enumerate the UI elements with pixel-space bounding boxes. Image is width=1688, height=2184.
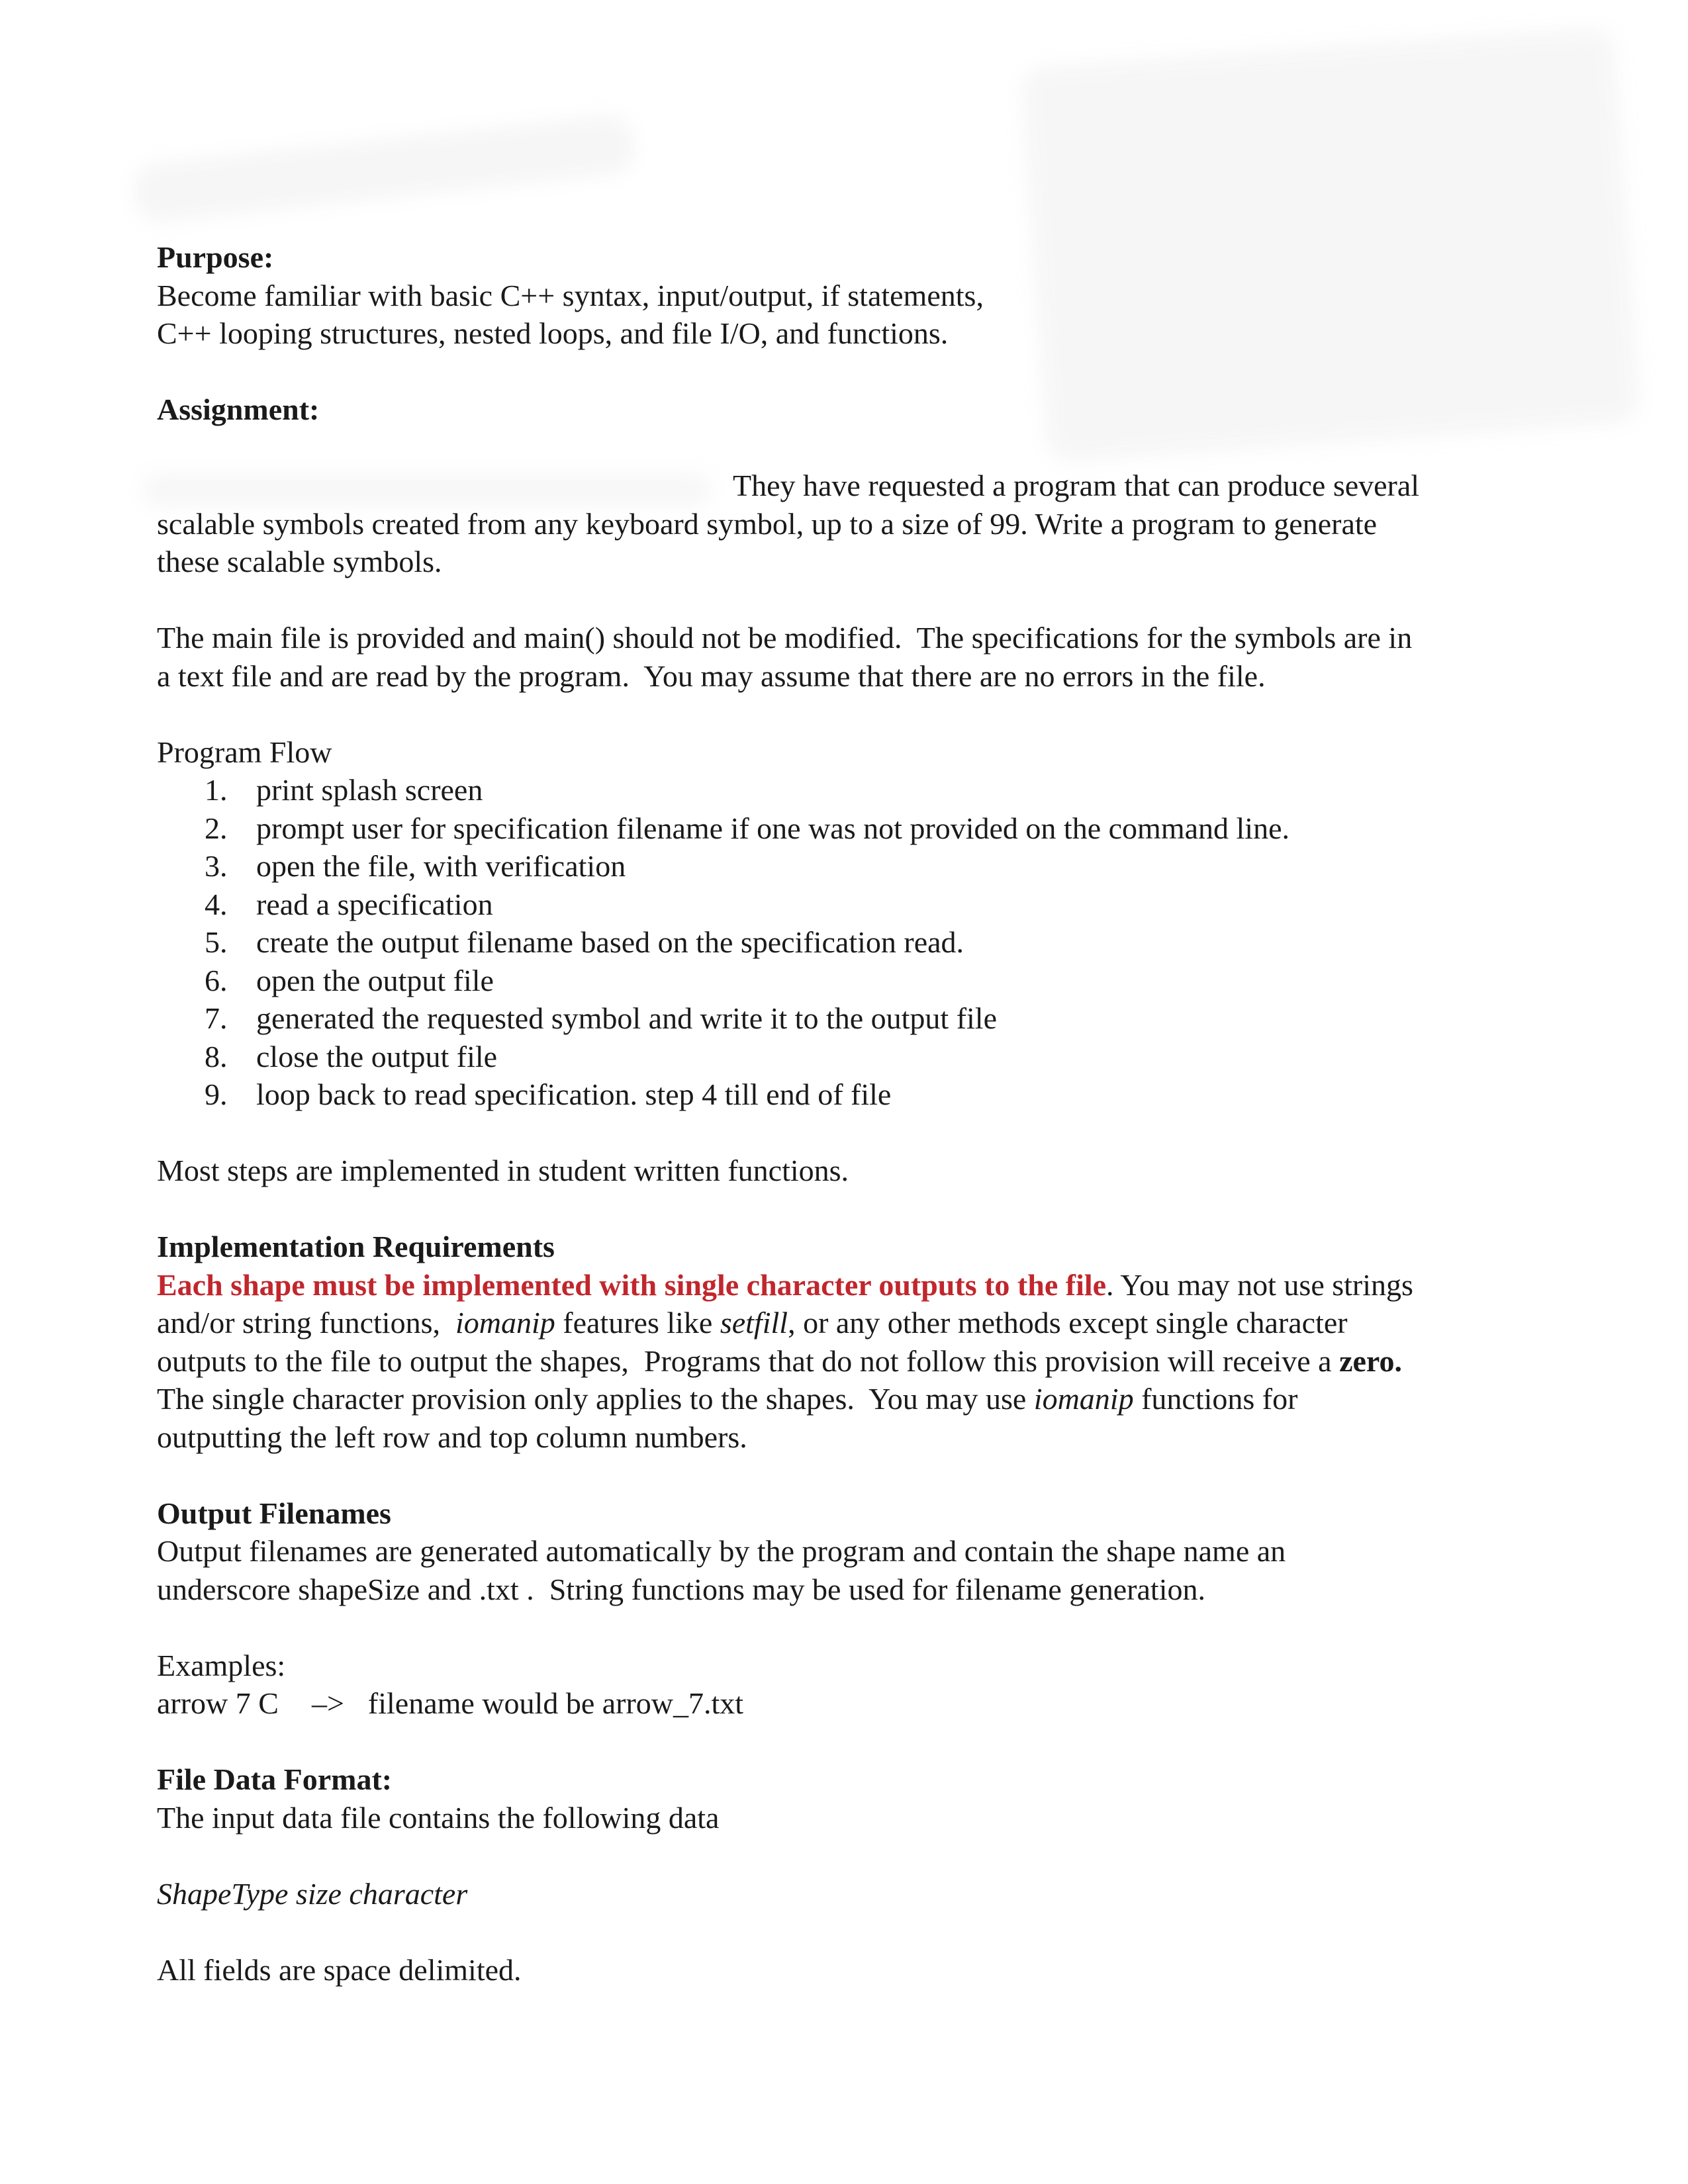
file-data-format-intro: The input data file contains the following data bbox=[157, 1800, 720, 1835]
redaction-smudge bbox=[130, 113, 637, 225]
implementation-line: outputting the left row and top column numbers. bbox=[157, 1420, 747, 1454]
implementation-line: outputs to the file to output the shapes, Programs that do not follow this provision will receive a zero. bbox=[157, 1343, 1402, 1378]
implementation-line: The single character provision only applies to the shapes. You may use iomanip functions for bbox=[157, 1382, 1298, 1416]
assignment-line: these scalable symbols. bbox=[157, 545, 442, 578]
assignment-line: scalable symbols created from any keyboard symbol, up to a size of 99. Write a program to generate bbox=[157, 506, 1378, 541]
purpose-line: Become familiar with basic C++ syntax, input/output, if statements, bbox=[157, 278, 984, 312]
output-filenames-heading: Output Filenames bbox=[157, 1496, 391, 1530]
program-flow-note: Most steps are implemented in student written functions. bbox=[157, 1154, 849, 1187]
warning-text: Each shape must be implemented with single character outputs to the file bbox=[157, 1267, 1107, 1302]
implementation-line: Each shape must be implemented with single character outputs to the file. You may not use strings bbox=[157, 1267, 1413, 1302]
list-item: 6. open the output file bbox=[205, 963, 494, 997]
example-line: arrow 7 C –> filename would be arrow_7.txt bbox=[157, 1686, 744, 1720]
purpose-line: C++ looping structures, nested loops, and file I/O, and functions. bbox=[157, 316, 949, 350]
program-flow-list bbox=[157, 771, 1547, 1114]
document-body bbox=[157, 238, 1547, 1989]
purpose-heading: Purpose: bbox=[157, 240, 274, 274]
file-data-format-note: All fields are space delimited. bbox=[157, 1952, 522, 1987]
file-data-format-heading: File Data Format: bbox=[157, 1762, 393, 1796]
assignment-heading: Assignment: bbox=[157, 392, 320, 426]
list-item: 3. open the file, with verification bbox=[205, 849, 626, 883]
list-item: 7. generated the requested symbol and write it to the output file bbox=[205, 1001, 998, 1035]
list-item: 2. prompt user for specification filename if one was not provided on the command line. bbox=[205, 811, 1289, 845]
list-item: 8. close the output file bbox=[205, 1039, 498, 1073]
file-data-format-spec: ShapeType size character bbox=[157, 1876, 468, 1911]
program-flow-heading: Program Flow bbox=[157, 735, 332, 769]
list-item: 1. print splash screen bbox=[205, 773, 483, 807]
implementation-line: and/or string functions, iomanip features like setfill, or any other methods except single character bbox=[157, 1306, 1348, 1340]
list-item: 9. loop back to read specification. step 4 till end of file bbox=[205, 1077, 892, 1111]
list-item: 4. read a specification bbox=[205, 887, 493, 921]
assignment-line: They have requested a program that can produce several bbox=[733, 469, 1420, 502]
list-item: 5. create the output filename based on the specification read. bbox=[205, 925, 964, 959]
main-file-line: The main file is provided and main() should not be modified. The specifications for the symbols are in bbox=[157, 621, 1413, 655]
output-filenames-line: Output filenames are generated automatically by the program and contain the shape name an bbox=[157, 1534, 1286, 1568]
examples-heading: Examples: bbox=[157, 1648, 286, 1682]
main-file-line: a text file and are read by the program. You may assume that there are no errors in the file. bbox=[157, 659, 1266, 693]
implementation-heading: Implementation Requirements bbox=[157, 1230, 555, 1263]
output-filenames-line: underscore shapeSize and .txt . String functions may be used for filename generation. bbox=[157, 1572, 1205, 1606]
